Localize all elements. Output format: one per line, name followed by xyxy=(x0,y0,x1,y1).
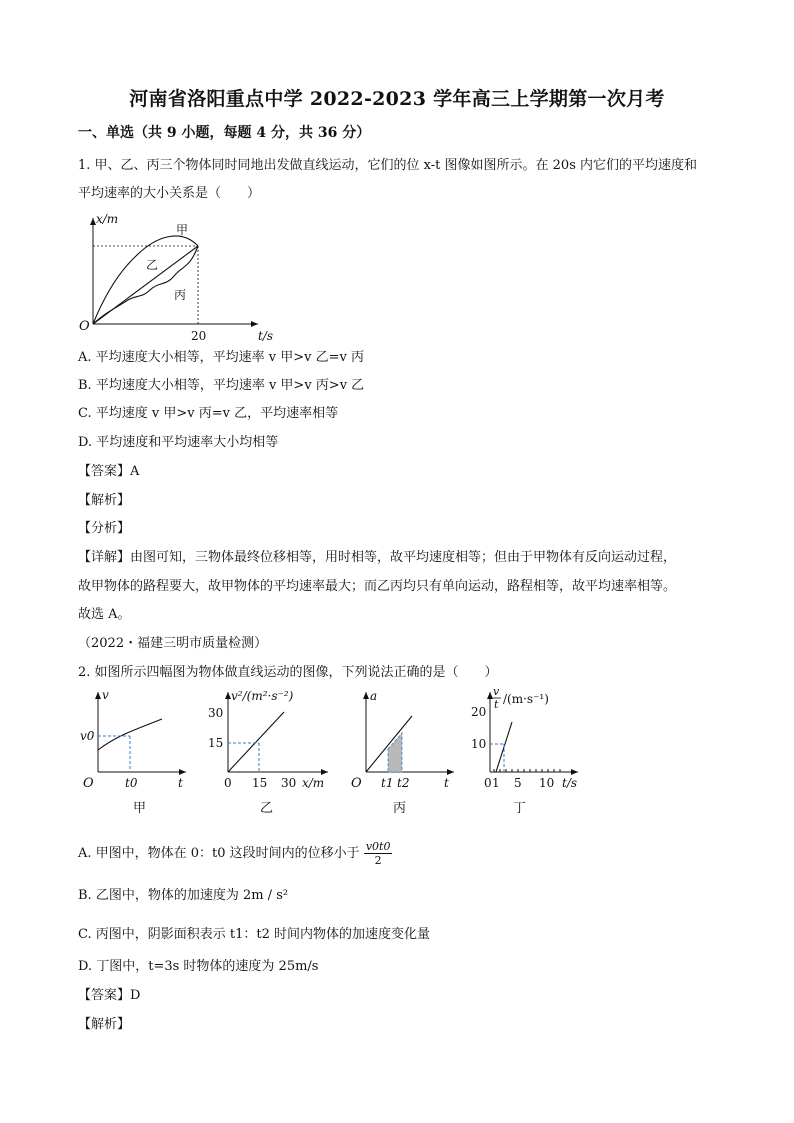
q1-stem-line1: 1. 甲、乙、丙三个物体同时同地出发做直线运动，它们的位 x-t 图像如图所示。在 20s 内它们的平均速度和 xyxy=(78,158,697,173)
q2-ding-y-num: v xyxy=(493,686,500,698)
q2-jiexi: 【解析】 xyxy=(78,1017,131,1032)
q2-option-b: B. 乙图中，物体的加速度为 2m / s² xyxy=(78,888,289,903)
q2-fig-ding xyxy=(470,686,588,818)
q1-y-axis-label: x/m xyxy=(96,212,119,226)
q2-bing-t1: t1 xyxy=(381,776,394,790)
q2-bing-caption: 丙 xyxy=(393,801,407,816)
q2-ding-tick-1: 1 xyxy=(492,776,500,790)
q2-yi-tick-30x: 30 xyxy=(281,776,297,790)
q2-yi-tick-15x: 15 xyxy=(252,776,268,790)
q2-ding-y-unit: /(m·s⁻¹) xyxy=(503,692,549,706)
q2-fig-yi xyxy=(204,686,332,818)
q2-ding-tick-0: 0 xyxy=(484,776,492,790)
label-yi: 乙 xyxy=(146,258,159,272)
q2-ding-tick-5: 5 xyxy=(514,776,522,790)
q1-option-a: A. 平均速度大小相等，平均速率 v 甲>v 乙=v 丙 xyxy=(78,350,365,365)
q2-jia-x-label: t xyxy=(178,776,183,790)
q2-option-a-fraction xyxy=(364,840,393,867)
q2-ding-caption: 丁 xyxy=(513,801,527,816)
q2-jia-origin: O xyxy=(83,776,94,791)
q2-option-a-denominator: 2 xyxy=(374,854,382,867)
q2-bing-y-label: a xyxy=(370,689,378,703)
q1-answer: 【答案】A xyxy=(78,464,140,479)
q2-yi-tick-0: 0 xyxy=(224,776,232,790)
q1-option-b: B. 平均速度大小相等，平均速率 v 甲>v 丙>v 乙 xyxy=(78,378,365,393)
q2-source: （2022・福建三明市质量检测） xyxy=(78,636,268,651)
q2-option-a-text: A. 甲图中，物体在 0：t0 这段时间内的位移小于 xyxy=(78,846,360,861)
q2-jia-t0-label: t0 xyxy=(125,776,138,790)
q2-jia-caption: 甲 xyxy=(133,801,147,816)
q1-tick-20: 20 xyxy=(191,329,207,343)
q2-bing-x-label: t xyxy=(444,776,449,790)
q1-option-c: C. 平均速度 v 甲>v 丙=v 乙，平均速率相等 xyxy=(78,406,339,421)
q2-ding-y-den: t xyxy=(494,698,499,711)
q1-stem-line2: 平均速率的大小关系是（ ） xyxy=(78,186,261,201)
q2-ding-tick-20: 20 xyxy=(471,705,487,719)
q2-jia-y-label: v xyxy=(102,688,109,702)
q2-stem: 2. 如图所示四幅图为物体做直线运动的图像，下列说法正确的是（ ） xyxy=(78,665,498,680)
q2-answer: 【答案】D xyxy=(78,988,141,1003)
q2-jia-v0-label: v0 xyxy=(80,729,95,743)
q2-option-d: D. 丁图中，t=3s 时物体的速度为 25m/s xyxy=(78,959,319,974)
q2-yi-tick-15y: 15 xyxy=(208,736,224,750)
q2-yi-tick-30y: 30 xyxy=(208,706,224,720)
q1-option-d: D. 平均速度和平均速率大小均相等 xyxy=(78,435,279,450)
q1-detail-line1: 【详解】由图可知，三物体最终位移相等，用时相等，故平均速度相等；但由于甲物体有反向运动过程， xyxy=(78,550,677,565)
q2-option-a-numerator: v0t0 xyxy=(365,840,391,853)
q2-ding-tick-10x: 10 xyxy=(539,776,555,790)
curve-jia xyxy=(93,236,198,324)
q1-detail-line2: 故甲物体的路程要大，故甲物体的平均速率最大；而乙丙均只有单向运动，路程相等，故平均速率相等。 xyxy=(78,579,677,594)
q2-ding-x-label: t/s xyxy=(562,776,578,790)
q2-yi-y-label: v²/(m²·s⁻²) xyxy=(231,689,294,703)
q1-fenxi: 【分析】 xyxy=(78,521,131,536)
page-title: 河南省洛阳重点中学 2022-2023 学年高三上学期第一次月考 xyxy=(129,88,665,110)
q1-xt-graph xyxy=(76,212,276,344)
q2-bing-shaded-area xyxy=(388,733,402,772)
q2-yi-x-label: x/m xyxy=(302,776,325,790)
q2-jia-curve xyxy=(98,719,162,750)
q2-ding-tick-10: 10 xyxy=(471,737,487,751)
q1-x-axis-label: t/s xyxy=(258,329,274,343)
q2-option-c: C. 丙图中，阴影面积表示 t1：t2 时间内物体的加速度变化量 xyxy=(78,927,431,942)
label-bing: 丙 xyxy=(174,288,187,302)
q2-fig-jia xyxy=(76,686,194,818)
label-jia: 甲 xyxy=(176,223,189,237)
q2-bing-t2: t2 xyxy=(397,776,410,790)
q1-jiexi: 【解析】 xyxy=(78,493,131,508)
q2-yi-caption: 乙 xyxy=(260,801,274,816)
q2-option-a xyxy=(78,840,728,867)
q2-bing-origin: O xyxy=(351,776,362,791)
q1-detail-line3: 故选 A。 xyxy=(78,607,131,622)
q1-origin-label: O xyxy=(79,319,90,334)
q2-fig-bing xyxy=(346,686,464,818)
section-heading: 一、单选（共 9 小题，每题 4 分，共 36 分） xyxy=(78,125,371,141)
q2-yi-line xyxy=(228,712,284,772)
